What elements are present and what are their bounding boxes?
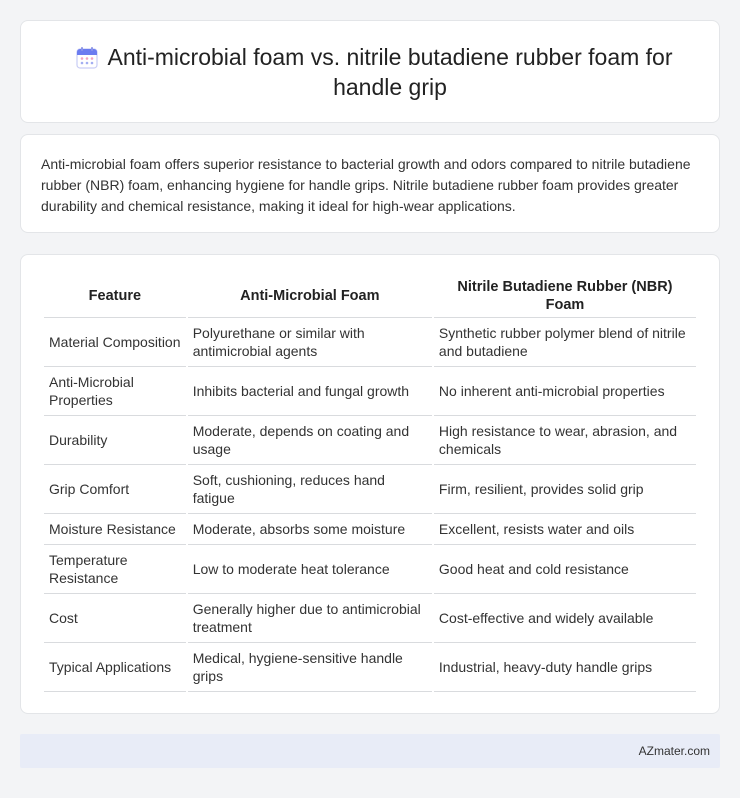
- row-nbr-value: Excellent, resists water and oils: [434, 514, 696, 545]
- row-anti-microbial-value: Low to moderate heat tolerance: [188, 545, 432, 594]
- row-feature: Anti-Microbial Properties: [44, 367, 186, 416]
- row-anti-microbial-value: Generally higher due to antimicrobial treatment: [188, 594, 432, 643]
- table-row: [44, 318, 696, 367]
- table-row: [44, 367, 696, 416]
- row-feature: Moisture Resistance: [44, 514, 186, 545]
- table-row: [44, 416, 696, 465]
- footer-brand[interactable]: AZmater.com: [638, 744, 710, 758]
- row-nbr-value: Good heat and cold resistance: [434, 545, 696, 594]
- row-anti-microbial-value: Medical, hygiene-sensitive handle grips: [188, 643, 432, 692]
- summary-text: Anti-microbial foam offers superior resistance to bacterial growth and odors compared to nitrile butadiene rubber (NBR) foam, enhancing hygiene for handle grips. Nitrile butadiene rubber foam provides greater durability and chemical resistance, making it ideal for high-wear applications.: [41, 156, 691, 214]
- calendar-icon: [75, 46, 99, 70]
- table-row: [44, 514, 696, 545]
- row-feature: Grip Comfort: [44, 465, 186, 514]
- row-nbr-value: High resistance to wear, abrasion, and chemicals: [434, 416, 696, 465]
- table-row: [44, 465, 696, 514]
- row-nbr-value: Cost-effective and widely available: [434, 594, 696, 643]
- title-container: [45, 42, 695, 102]
- row-nbr-value: Industrial, heavy-duty handle grips: [434, 643, 696, 692]
- row-feature: Typical Applications: [44, 643, 186, 692]
- footer: [20, 734, 720, 768]
- row-nbr-value: Synthetic rubber polymer blend of nitrile and butadiene: [434, 318, 696, 367]
- header-anti-microbial-foam: Anti-Microbial Foam: [188, 275, 432, 318]
- table-header-row: [44, 275, 696, 318]
- table-row: [44, 643, 696, 692]
- title-card: [20, 20, 720, 123]
- header-nbr-foam: Nitrile Butadiene Rubber (NBR) Foam: [434, 275, 696, 318]
- row-anti-microbial-value: Inhibits bacterial and fungal growth: [188, 367, 432, 416]
- page-title: Anti-microbial foam vs. nitrile butadiene rubber foam for handle grip: [107, 43, 673, 100]
- row-anti-microbial-value: Moderate, absorbs some moisture: [188, 514, 432, 545]
- row-feature: Material Composition: [44, 318, 186, 367]
- row-feature: Temperature Resistance: [44, 545, 186, 594]
- table-row: [44, 545, 696, 594]
- row-anti-microbial-value: Polyurethane or similar with antimicrobial agents: [188, 318, 432, 367]
- comparison-table-card: [20, 254, 720, 714]
- row-feature: Cost: [44, 594, 186, 643]
- row-nbr-value: Firm, resilient, provides solid grip: [434, 465, 696, 514]
- summary-card: [20, 134, 720, 233]
- row-anti-microbial-value: Soft, cushioning, reduces hand fatigue: [188, 465, 432, 514]
- row-anti-microbial-value: Moderate, depends on coating and usage: [188, 416, 432, 465]
- header-feature: Feature: [44, 275, 186, 318]
- comparison-table: [42, 275, 698, 692]
- table-row: [44, 594, 696, 643]
- row-feature: Durability: [44, 416, 186, 465]
- row-nbr-value: No inherent anti-microbial properties: [434, 367, 696, 416]
